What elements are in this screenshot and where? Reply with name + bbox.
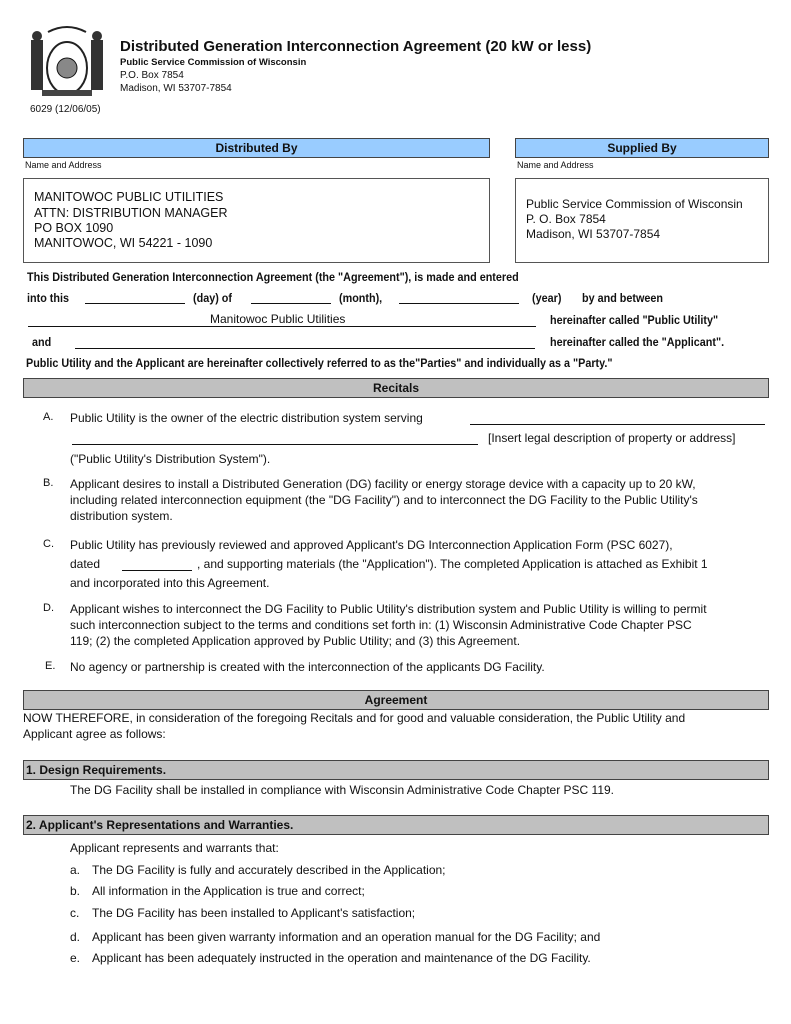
into-this-label: into this (27, 291, 70, 305)
warranty-item: The DG Facility has been installed to Applicant's satisfaction; (92, 906, 416, 920)
service-area-field[interactable] (470, 424, 765, 425)
day-field[interactable] (85, 303, 185, 304)
public-utility-field[interactable] (28, 326, 536, 327)
supplier-line: Madison, WI 53707-7854 (526, 227, 661, 241)
month-field[interactable] (251, 303, 331, 304)
dated-field[interactable] (122, 570, 192, 571)
recital-d-text: Applicant wishes to interconnect the DG Facility to Public Utility's distribution system and Public Utility is willing to permit (70, 602, 707, 616)
supplied-by-header: Supplied By (515, 138, 769, 158)
recital-a-text: ("Public Utility's Distribution System"). (70, 452, 271, 466)
intro-line-1: This Distributed Generation Interconnection Agreement (the "Agreement"), is made and entered (27, 270, 519, 284)
org-address-1: P.O. Box 7854 (120, 70, 184, 81)
and-label: and (32, 335, 52, 349)
recital-e-text: No agency or partnership is created with the interconnection of the applicants DG Facility. (70, 660, 545, 674)
warranty-item: Applicant has been adequately instructed in the operation and maintenance of the DG Facility. (92, 951, 591, 965)
distributor-line: ATTN: DISTRIBUTION MANAGER (34, 206, 228, 220)
supplier-line: Public Service Commission of Wisconsin (526, 197, 743, 211)
recital-a-hint: [Insert legal description of property or address] (488, 431, 736, 445)
supplier-line: P. O. Box 7854 (526, 212, 606, 226)
warranty-item: The DG Facility is fully and accurately described in the Application; (92, 863, 446, 877)
recital-d-text: such interconnection subject to the terms and conditions set forth in: (1) Wisconsin Administrative Code Chapter PSC (70, 618, 692, 632)
recital-b-text: distribution system. (70, 509, 173, 523)
form-id: 6029 (12/06/05) (30, 104, 101, 115)
year-field[interactable] (399, 303, 519, 304)
section-1-text: The DG Facility shall be installed in compliance with Wisconsin Administrative Code Chapter PSC 119. (70, 783, 615, 797)
agreement-text: Applicant agree as follows: (23, 727, 166, 741)
public-utility-called: hereinafter called "Public Utility" (550, 313, 719, 327)
recital-letter: A. (43, 411, 54, 423)
agreement-header: Agreement (23, 690, 769, 710)
warranty-letter: d. (70, 930, 81, 944)
supplied-by-label: Name and Address (517, 160, 594, 170)
year-label: (year) (532, 291, 562, 305)
recital-d-text: 119; (2) the completed Application approved by Public Utility; and (3) this Agreement. (70, 634, 521, 648)
distributed-by-box[interactable] (23, 178, 490, 263)
month-label: (month), (339, 291, 383, 305)
distributed-by-header: Distributed By (23, 138, 490, 158)
warranty-item: All information in the Application is true and correct; (92, 884, 365, 898)
parties-text: Public Utility and the Applicant are hereinafter collectively referred to as the"Parties" and individually as a "Party." (26, 356, 613, 370)
distributor-line: PO BOX 1090 (34, 221, 114, 235)
warranty-letter: b. (70, 884, 81, 898)
section-2-header: 2. Applicant's Representations and Warranties. (23, 815, 769, 835)
recital-b-text: Applicant desires to install a Distributed Generation (DG) facility or energy storage device with a capacity up to 20 kW, (70, 477, 696, 491)
section-1-header: 1. Design Requirements. (23, 760, 769, 780)
distributor-line: MANITOWOC PUBLIC UTILITIES (34, 190, 224, 204)
recital-a-text: Public Utility is the owner of the electric distribution system serving (70, 411, 423, 425)
public-utility-value: Manitowoc Public Utilities (210, 312, 346, 326)
org-address-2: Madison, WI 53707-7854 (120, 83, 232, 94)
legal-description-field[interactable] (72, 444, 478, 445)
by-and-between-label: by and between (582, 291, 664, 305)
day-label: (day) of (193, 291, 233, 305)
org-name: Public Service Commission of Wisconsin (120, 57, 307, 68)
supplied-by-box[interactable] (515, 178, 769, 263)
distributor-line: MANITOWOC, WI 54221 - 1090 (34, 236, 213, 250)
distributed-by-label: Name and Address (25, 160, 102, 170)
recital-letter: D. (43, 602, 54, 614)
recital-letter: B. (43, 477, 54, 489)
dated-label: dated (70, 557, 101, 571)
warranty-letter: a. (70, 863, 81, 877)
recital-c-text: and incorporated into this Agreement. (70, 576, 270, 590)
recital-letter: C. (43, 538, 54, 550)
applicant-field[interactable] (75, 348, 535, 349)
recital-c-text: , and supporting materials (the "Application"). The completed Application is attached as Exhibit 1 (197, 557, 708, 571)
wisconsin-seal-icon (28, 22, 106, 100)
section-2-intro: Applicant represents and warrants that: (70, 841, 279, 855)
agreement-text: NOW THEREFORE, in consideration of the foregoing Recitals and for good and valuable consideration, the Public Utility and (23, 711, 686, 725)
recital-letter: E. (45, 660, 56, 672)
recital-b-text: including related interconnection equipment (the "DG Facility") and to interconnect the DG Facility to the Public Utility's (70, 493, 698, 507)
recitals-header: Recitals (23, 378, 769, 398)
warranty-item: Applicant has been given warranty information and an operation manual for the DG Facility; and (92, 930, 601, 944)
warranty-letter: e. (70, 951, 81, 965)
warranty-letter: c. (70, 906, 80, 920)
recital-c-text: Public Utility has previously reviewed and approved Applicant's DG Interconnection Application Form (PSC 6027), (70, 538, 673, 552)
page-title: Distributed Generation Interconnection Agreement (20 kW or less) (120, 38, 592, 55)
applicant-called: hereinafter called the "Applicant". (550, 335, 725, 349)
